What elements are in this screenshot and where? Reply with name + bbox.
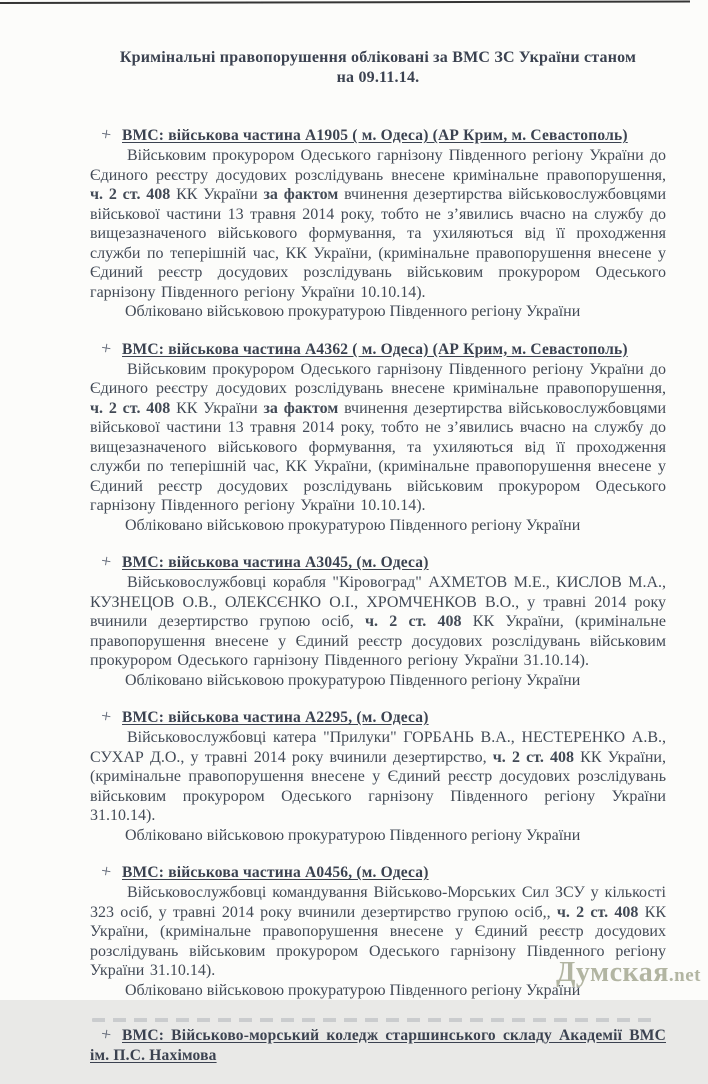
report-section <box>90 550 667 690</box>
report-section <box>90 336 667 536</box>
section-footer-note: Обліковано військовою прокуратурою Південного регіону України <box>125 303 581 320</box>
page-title-line2: на 09.11.14. <box>336 69 420 86</box>
section-header: ВМС: військова частина А0456, (м. Одеса) <box>122 864 429 881</box>
scan-edge-artifact <box>0 1 690 4</box>
section-header-row <box>90 123 666 146</box>
section-header-row <box>90 705 666 728</box>
section-paragraph: Військовим прокурором Одеського гарнізону Південного регіону України до Єдиного реєстру досудових розслідувань внесене кримінальне правопорушення, ч. 2 ст. 408 КК України за фактом вчинення дезертирства військовослужбовцями військової частини 13 травня 2014 року, тобто не з’явились вчасно на службу до вищезазначеного військового формування, та ухиляються від її проходження служби по теперішній час, КК України, (кримінальне правопорушення внесене у Єдиний реєстр досудових розслідувань військовим прокурором Одеського гарнізону Південного регіону України 10.10.14). <box>90 360 667 514</box>
handwritten-plus-mark: + <box>99 860 113 882</box>
section-header: ВМС: військова частина А4362 ( м. Одеса) (АР Крим, м. Севастополь) <box>122 340 628 358</box>
section-header-row <box>90 336 666 360</box>
dumskaya-watermark-logo <box>556 959 701 987</box>
sections-list <box>90 123 667 1066</box>
section-paragraph: Військовослужбовці катера "Прилуки" ГОРБАНЬ В.А., НЕСТЕРЕНКО А.В., СУХАР Д.О., у травні 2014 року вчинили дезертирство, ч. 2 ст. 408 КК України, (кримінальне правопорушення внесене у Єдиний реєстр досудових розслідувань військовим прокурором Одеського гарнізону Південного регіону України 31.10.14). <box>90 729 666 824</box>
handwritten-plus-mark: + <box>99 550 113 572</box>
section-header-row <box>90 550 666 573</box>
handwritten-plus-mark: + <box>99 123 113 145</box>
section-paragraph: Військовослужбовці командування Військово-Морських Сил ЗСУ у кількості 323 осіб, у травні 2014 року вчинили дезертирство групою осіб,, ч. 2 ст. 408 КК України, (кримінальне правопорушення внесене у Єдиний реєстр досудових розслідувань військовим прокурором Одеського гарнізону Південного регіону України 31.10.14). <box>90 884 667 979</box>
watermark-name: Думская <box>556 957 669 988</box>
handwritten-plus-mark: + <box>99 1023 113 1045</box>
section-footer-note: Обліковано військовою прокуратурою Південного регіону України <box>125 516 581 534</box>
page-title-line1: Кримінальні правопорушення обліковані за ВМС ЗС України станом <box>119 49 637 66</box>
section-footer-note: Обліковано військовою прокуратурою Південного регіону України <box>125 981 581 999</box>
section-footer-note: Обліковано військовою прокуратурою Південного регіону України <box>125 826 581 844</box>
cut-text-remnant-artifact <box>92 1018 656 1022</box>
handwritten-plus-mark: + <box>99 705 113 727</box>
section-header: ВМС: Військово-морський коледж старшинського складу Академії ВМС ім. П.С. Нахімова <box>90 1027 666 1064</box>
report-section <box>90 123 667 322</box>
section-paragraph: Військовим прокурором Одеського гарнізону Південного регіону України до Єдиного реєстру досудових розслідувань внесене кримінальне правопорушення, ч. 2 ст. 408 КК України за фактом вчинення дезертирства військовослужбовцями військової частини 13 травня 2014 року, тобто не з’явились вчасно на службу до вищезазначеного військового формування, та ухиляються від її проходження служби по теперішній час, КК України, (кримінальне правопорушення внесене у Єдиний реєстр досудових розслідувань військовим прокурором Одеського гарнізону Південного регіону України 10.10.14). <box>90 147 667 301</box>
section-header: ВМС: військова частина А1905 ( м. Одеса) (АР Крим, м. Севастополь) <box>122 127 628 144</box>
section-header: ВМС: військова частина А3045, (м. Одеса) <box>122 554 429 571</box>
watermark-domain: .net <box>668 965 701 986</box>
section-header: ВМС: військова частина А2295, (м. Одеса) <box>122 709 429 726</box>
report-section <box>90 705 666 845</box>
page-title <box>90 48 666 88</box>
document-content <box>90 48 666 1084</box>
section-header-row <box>90 860 666 883</box>
section-paragraph: Військовослужбовці корабля "Кіровоград" АХМЕТОВ М.Е., КИСЛОВ М.А., КУЗНЕЦОВ О.В., ОЛЕКСЄНКО О.І., ХРОМЧЕНКОВ В.О., у травні 2014 року вчинили дезертирство групою осіб, ч. 2 ст. 408 КК України, (кримінальне правопорушення внесене у Єдиний реєстр досудових розслідувань військовим прокурором Одеського гарнізону Південного регіону України 31.10.14). <box>90 574 667 669</box>
report-section <box>90 1018 666 1066</box>
handwritten-plus-mark: + <box>99 336 113 359</box>
section-header-row <box>90 1023 666 1066</box>
section-footer-note: Обліковано військовою прокуратурою Південного регіону України <box>125 671 581 689</box>
